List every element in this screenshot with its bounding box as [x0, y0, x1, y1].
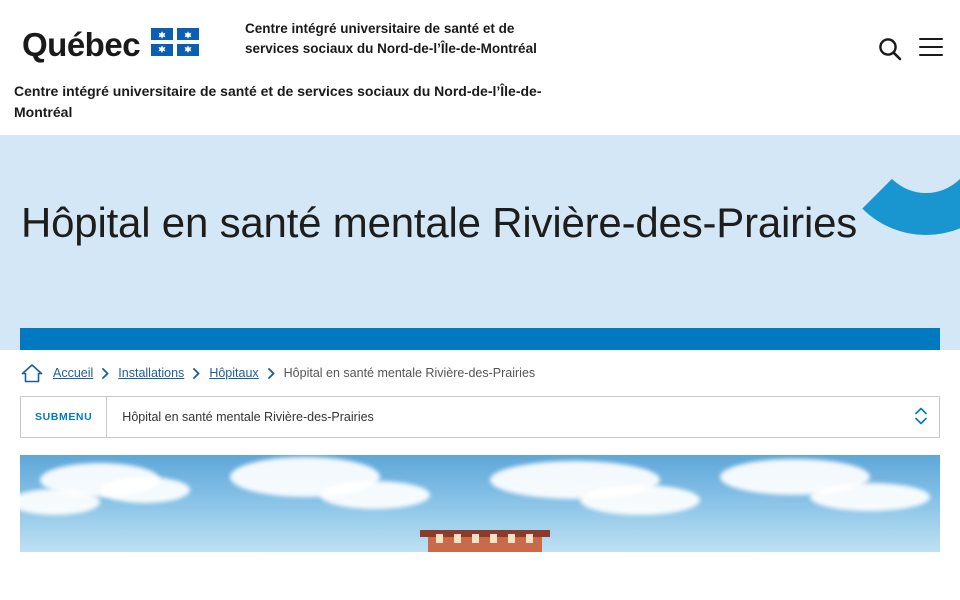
chevron-right-icon — [268, 368, 275, 379]
submenu-selected-value: Hôpital en santé mentale Rivière-des-Prairies — [122, 410, 374, 424]
submenu-toggle-icon[interactable] — [903, 397, 939, 437]
cloud-shape — [580, 485, 700, 515]
organization-name-secondary: Centre intégré universitaire de santé et de services sociaux du Nord-de-l’Île-de-Montréal — [14, 83, 542, 120]
breadcrumb-item-accueil[interactable]: Accueil — [53, 366, 94, 380]
quebec-logo[interactable] — [22, 26, 212, 70]
building-window — [526, 534, 533, 543]
cloud-shape — [20, 489, 100, 515]
search-icon[interactable] — [877, 36, 903, 62]
building-body — [428, 537, 542, 552]
burger-line — [919, 54, 943, 56]
chevron-right-icon — [193, 368, 200, 379]
chevron-down-icon — [915, 417, 927, 427]
burger-line — [919, 46, 943, 48]
quebec-fleurdelis-flag-icon — [151, 28, 199, 56]
building-window — [508, 534, 515, 543]
home-icon[interactable] — [21, 363, 43, 383]
cloud-shape — [320, 481, 430, 509]
hero-blue-bar — [20, 328, 940, 350]
cloud-shape — [100, 477, 190, 503]
burger-line — [919, 38, 943, 40]
breadcrumb-item-current: Hôpital en santé mentale Rivière-des-Prairies — [283, 366, 536, 380]
organization-name-header: Centre intégré universitaire de santé et de services sociaux du Nord-de-l’Île-de-Montréal — [245, 21, 537, 56]
submenu-selector[interactable] — [20, 396, 940, 438]
facility-photo — [20, 455, 940, 552]
building-window — [454, 534, 461, 543]
hamburger-menu-icon[interactable] — [919, 38, 943, 58]
breadcrumb-item-installations[interactable]: Installations — [118, 366, 185, 380]
site-header — [0, 0, 960, 135]
quebec-logo-text: Québec — [22, 26, 141, 63]
breadcrumb-item-hopitaux[interactable]: Hôpitaux — [209, 366, 259, 380]
building-window — [490, 534, 497, 543]
breadcrumb — [0, 350, 960, 396]
chevron-up-icon — [915, 407, 927, 417]
submenu-label: SUBMENU — [21, 397, 107, 437]
chevron-right-icon — [102, 368, 109, 379]
building-window — [472, 534, 479, 543]
building-window — [436, 534, 443, 543]
cloud-shape — [810, 483, 930, 511]
hero-banner — [0, 135, 960, 350]
page-title: Hôpital en santé mentale Rivière-des-Prairies — [21, 199, 858, 247]
hospital-building — [420, 530, 550, 552]
